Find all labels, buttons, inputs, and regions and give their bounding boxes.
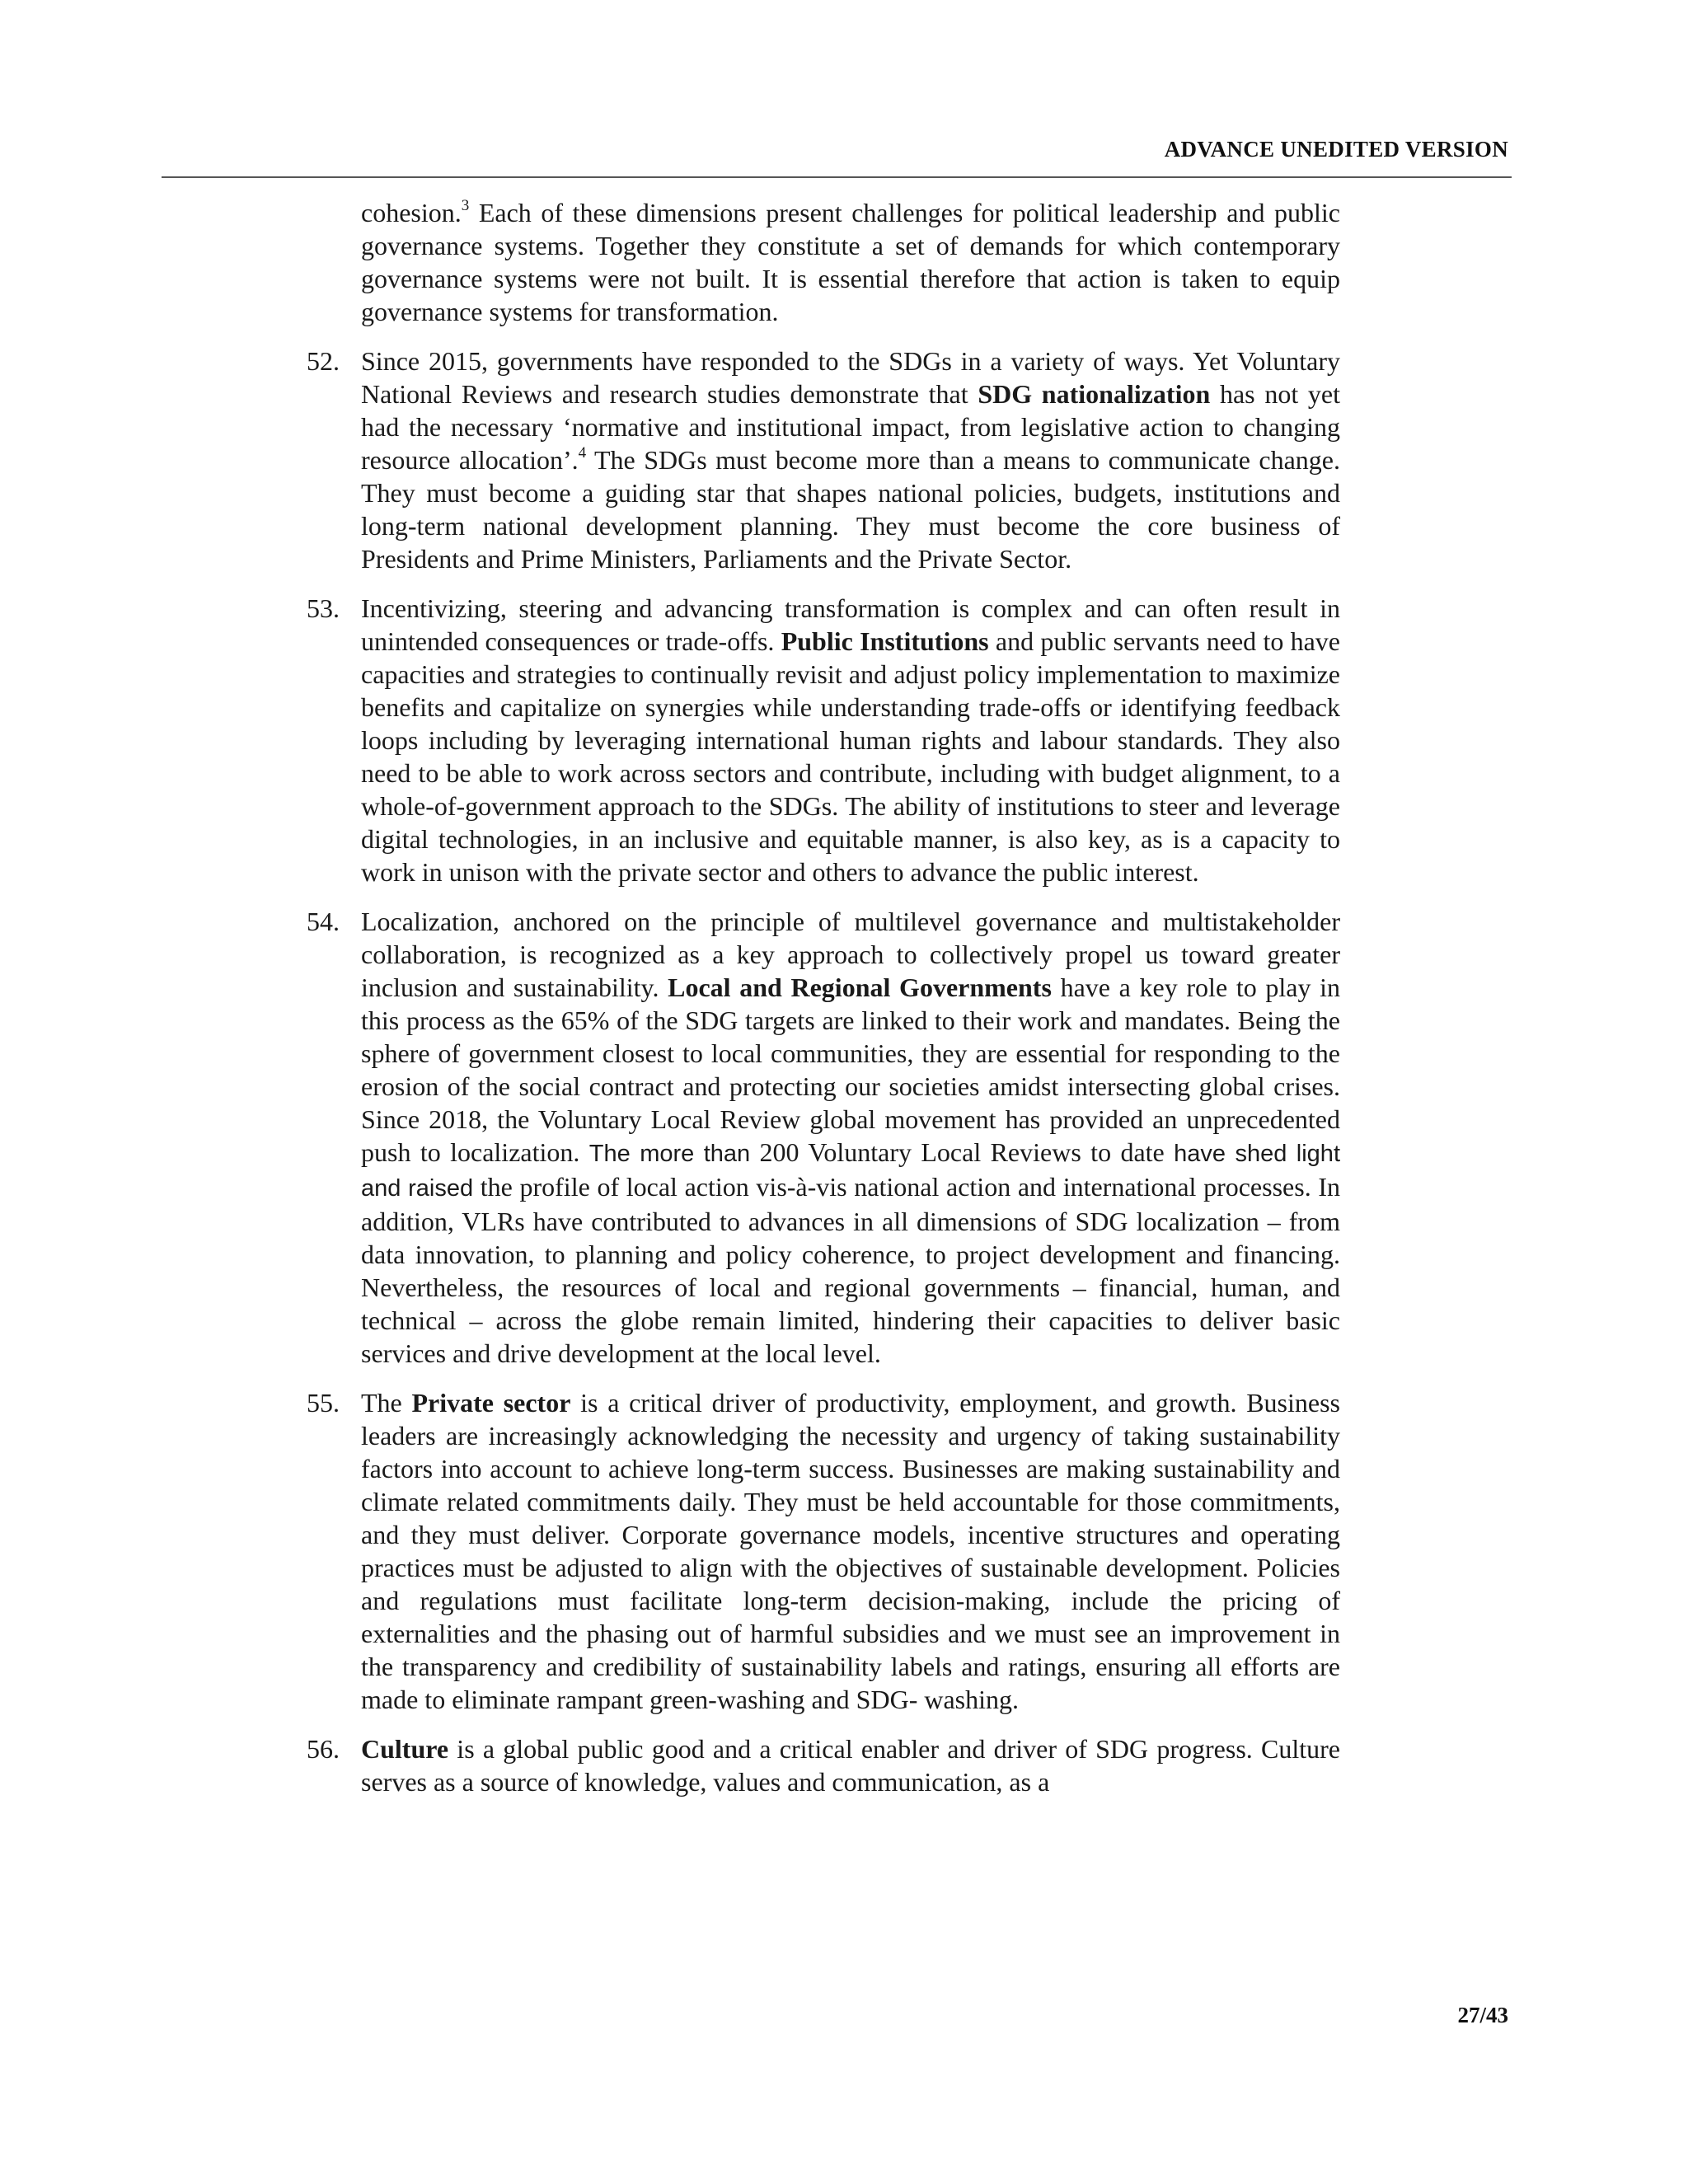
inline-text: the profile of local action vis-à-vis national action and international processes. In addition, VLRs have contributed to advances in all dimensions of SDG localization – from data innovation, to planning and policy coherence, to project development and financing. Nevertheless, the resources of local and regional governments – financial, human, and technical – across the globe remain limited, hindering their capacities to deliver basic services and drive development at the local level. <box>361 1172 1341 1368</box>
paragraph-52 <box>307 344 1340 575</box>
paragraph-number: 56. <box>307 1734 340 1764</box>
paragraph-53 <box>307 592 1340 888</box>
inline-text: has not yet had the necessary ‘normative and institutional impact, from legislative action to changing resource allocation’. <box>361 379 1341 475</box>
page-number: 27/43 <box>1457 2003 1508 2027</box>
paragraph-text <box>361 592 1340 888</box>
paragraph-number: 55. <box>307 1388 340 1418</box>
paragraph-number: 54. <box>307 907 340 936</box>
bold-term: Private sector <box>411 1388 571 1418</box>
paragraph-text <box>361 344 1340 575</box>
bold-term: Local and Regional Governments <box>668 972 1052 1002</box>
inline-text: have a key role to play in this process as the 65% of the SDG targets are linked to their work and mandates. Being the sphere of government closest to local communities, they are essential for responding to the erosion of the social contract and protecting our societies amidst intersecting global crises. Since 2018, the Voluntary Local Review global movement has provided an unprecedented push to localization. <box>361 972 1341 1167</box>
bold-term: Culture <box>361 1734 449 1764</box>
paragraph-number: 53. <box>307 593 340 623</box>
inline-text: Localization, anchored on the principle of multilevel governance and multistakeholder collaboration, is recognized as a key approach to collectively propel us toward greater inclusion and sustainability. <box>361 907 1340 1002</box>
inline-text: cohesion. <box>361 198 462 227</box>
paragraph-text <box>361 1386 1340 1716</box>
paragraph-text <box>361 905 1340 1370</box>
inline-text: is a global public good and a critical enabler and driver of SDG progress. Culture serves as a source of knowledge, values and communication, as a <box>361 1734 1340 1797</box>
paragraph-number: 52. <box>307 346 340 376</box>
inline-text: Each of these dimensions present challenges for political leadership and public governance systems. Together they constitute a set of demands for which contemporary governance systems were not built. It is essential therefore that action is taken to equip governance systems for transformation. <box>361 198 1340 326</box>
header-divider <box>162 176 1512 178</box>
inline-text-sans: The more than <box>588 1141 751 1167</box>
footnote-reference: 4 <box>578 444 587 462</box>
paragraph-55 <box>307 1386 1340 1716</box>
document-body <box>307 196 1340 1815</box>
inline-text: is a critical driver of productivity, employment, and growth. Business leaders are increasingly acknowledging the necessity and urgency of taking sustainability factors into account to achieve long-term success. Businesses are making sustainability and climate related commitments daily. They must be held accountable for those commitments, and they must deliver. Corporate governance models, incentive structures and operating practices must be adjusted to align with the objectives of sustainable development. Policies and regulations must facilitate long-term decision-making, include the pricing of externalities and the phasing out of harmful subsidies and we must see an improvement in the transparency and credibility of sustainability labels and ratings, ensuring all efforts are made to eliminate rampant green-washing and SDG- washing. <box>361 1388 1340 1714</box>
inline-text: 200 Voluntary Local Reviews to date <box>750 1137 1175 1167</box>
inline-text: Since 2015, governments have responded to the SDGs in a variety of ways. Yet Voluntary National Reviews and research studies demonstrate that <box>361 346 1340 409</box>
inline-text: Incentivizing, steering and advancing transformation is complex and can often result in unintended consequences or trade-offs. <box>361 593 1340 656</box>
inline-text: and public servants need to have capacities and strategies to continually revisit and adjust policy implementation to maximize benefits and capitalize on synergies while understanding trade-offs or identifying feedback loops including by leveraging international human rights and labour standards. They also need to be able to work across sectors and contribute, including with budget alignment, to a whole-of-government approach to the SDGs. The ability of institutions to steer and leverage digital technologies, in an inclusive and equitable manner, is also key, as is a capacity to work in unison with the private sector and others to advance the public interest. <box>361 626 1341 887</box>
document-header-label: ADVANCE UNEDITED VERSION <box>1164 137 1508 162</box>
paragraph-text <box>361 1732 1340 1798</box>
bold-term: Public Institutions <box>781 626 989 656</box>
inline-text: The SDGs must become more than a means to communicate change. They must become a guiding star that shapes national policies, budgets, institutions and long-term national development planning. They must become the core business of Presidents and Prime Ministers, Parliaments and the Private Sector. <box>361 445 1340 574</box>
paragraph-54 <box>307 905 1340 1370</box>
paragraph-56 <box>307 1732 1340 1798</box>
footnote-reference: 3 <box>461 197 470 215</box>
inline-text: The <box>361 1388 412 1418</box>
bold-term: SDG nationalization <box>978 379 1211 409</box>
inline-text-sans: have shed light and raised <box>361 1141 1340 1202</box>
paragraph-text <box>361 196 1340 328</box>
paragraph-continuation <box>307 196 1340 328</box>
